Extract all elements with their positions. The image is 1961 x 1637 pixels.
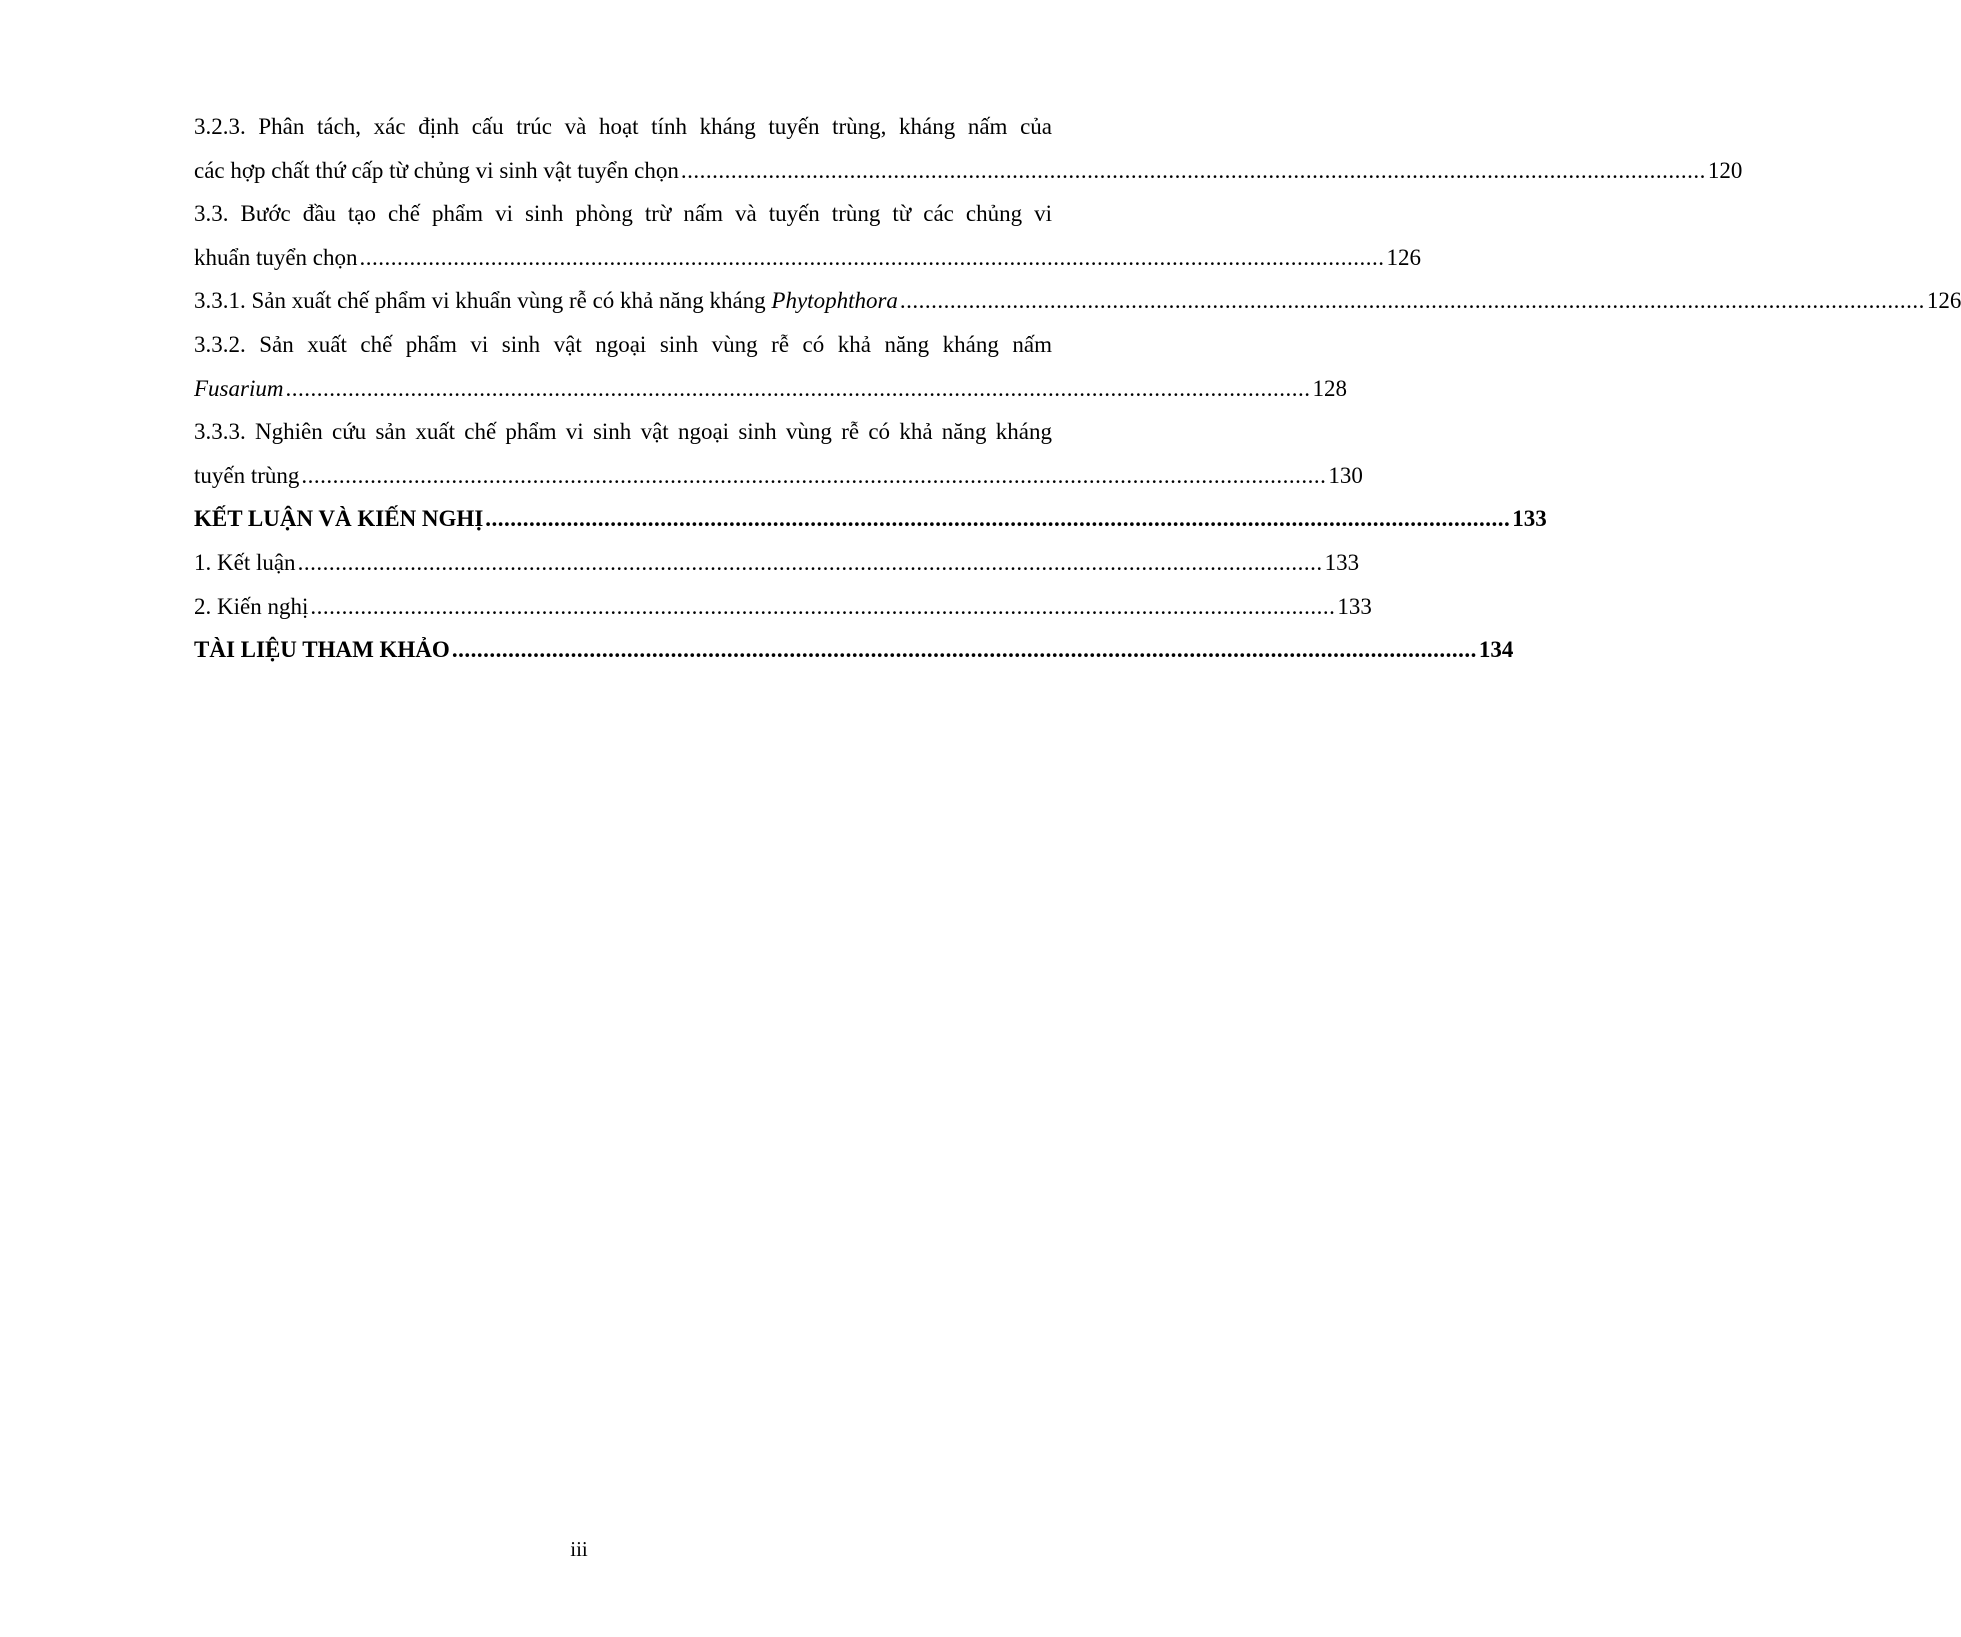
- toc-entry-title-line2: các hợp chất thứ cấp từ chủng vi sinh vật tuyển chọn: [194, 157, 679, 183]
- toc-entry-title-text: 3.3.1. Sản xuất chế phẩm vi khuẩn vùng rễ có khả năng kháng: [194, 288, 772, 314]
- table-of-contents: [194, 105, 1961, 672]
- dot-leader: ....................................................................................................................................................................: [301, 462, 1327, 488]
- toc-entry-title-italic: Phytophthora: [771, 288, 898, 314]
- toc-entry-title-line2: khuẩn tuyển chọn: [194, 244, 358, 270]
- toc-entry-title: [194, 279, 898, 323]
- toc-page-number: 128: [1312, 375, 1347, 401]
- toc-page-number: 126: [1926, 288, 1961, 314]
- toc-entry-title-line1: 3.3.2. Sản xuất chế phẩm vi sinh vật ngoại sinh vùng rễ có khả năng kháng nấm: [194, 331, 1052, 357]
- dot-leader: ....................................................................................................................................................................: [680, 157, 1706, 183]
- toc-entry-title: TÀI LIỆU THAM KHẢO: [194, 637, 450, 663]
- toc-page-number: 133: [1324, 549, 1360, 575]
- toc-entry-3-3[interactable]: [194, 192, 1422, 279]
- toc-entry-title-line2: tuyến trùng: [194, 462, 300, 488]
- toc-page-number: 126: [1386, 244, 1422, 270]
- toc-entry-title: 1. Kết luận: [194, 549, 296, 575]
- toc-entry-references[interactable]: [194, 628, 1514, 672]
- dot-leader: ....................................................................................................................................................................: [899, 288, 1925, 314]
- toc-entry-3-3-2[interactable]: [194, 323, 1347, 410]
- toc-entry-3-3-3[interactable]: [194, 410, 1363, 497]
- page-number: iii: [570, 1537, 588, 1561]
- toc-page-number: 134: [1478, 637, 1514, 663]
- dot-leader: ....................................................................................................................................................................: [359, 244, 1385, 270]
- toc-page-number: 133: [1512, 506, 1547, 532]
- toc-page-number: 120: [1707, 157, 1743, 183]
- dot-leader: ....................................................................................................................................................................: [285, 375, 1311, 401]
- dot-leader: ....................................................................................................................................................................: [310, 593, 1336, 619]
- toc-entry-title-line1: 3.3.3. Nghiên cứu sản xuất chế phẩm vi sinh vật ngoại sinh vùng rễ có khả năng kháng: [194, 419, 1052, 445]
- toc-entry-conclusion-1[interactable]: [194, 541, 1360, 585]
- toc-page-number: 130: [1328, 462, 1363, 488]
- toc-page-number: 133: [1337, 593, 1372, 619]
- toc-entry-title: KẾT LUẬN VÀ KIẾN NGHỊ: [194, 506, 484, 532]
- toc-entry-recommendation[interactable]: [194, 585, 1372, 629]
- toc-entry-title: 2. Kiến nghị: [194, 593, 309, 619]
- toc-entry-3-3-1[interactable]: [194, 279, 1961, 323]
- toc-entry-title-line1: 3.3. Bước đầu tạo chế phẩm vi sinh phòng trừ nấm và tuyến trùng từ các chủng vi: [194, 201, 1052, 227]
- toc-entry-3-2-3[interactable]: [194, 105, 1743, 192]
- dot-leader: ....................................................................................................................................................................: [485, 506, 1511, 532]
- dot-leader: ....................................................................................................................................................................: [297, 549, 1323, 575]
- toc-entry-title-line1: 3.2.3. Phân tách, xác định cấu trúc và hoạt tính kháng tuyến trùng, kháng nấm của: [194, 114, 1052, 139]
- toc-entry-title-line2: Fusarium: [194, 375, 284, 401]
- dot-leader: ....................................................................................................................................................................: [451, 637, 1477, 663]
- toc-entry-conclusion[interactable]: [194, 497, 1547, 541]
